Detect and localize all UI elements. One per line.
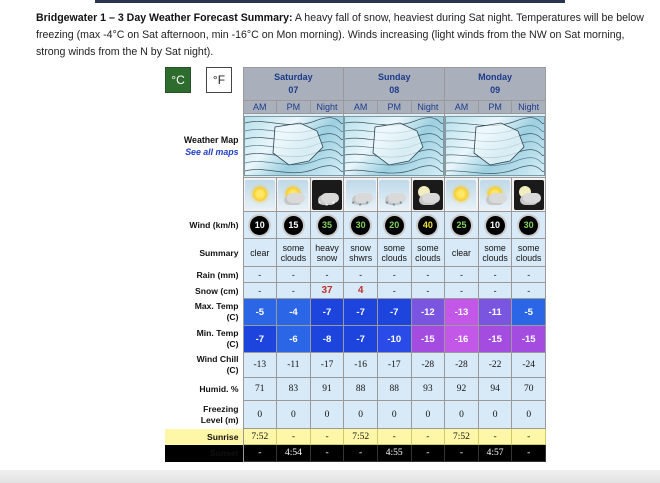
snow-cell — [377, 283, 411, 299]
rain-cell — [512, 267, 546, 283]
wind-chill-cell — [445, 353, 479, 378]
humidity-cell — [445, 378, 479, 401]
min-temp-cell — [512, 326, 546, 353]
sunset-cell — [512, 445, 546, 462]
snow-label: Snow (cm) — [165, 283, 243, 299]
min-temp-cell-value: -8 — [322, 333, 332, 345]
wind-speed-cell — [344, 212, 378, 239]
weather-map-saturday[interactable] — [243, 114, 344, 178]
snow-cell — [344, 283, 378, 299]
freezing-level-cell — [277, 401, 311, 429]
weather-icon-cell — [478, 178, 512, 212]
min-temp-label-b: (C) — [226, 339, 239, 349]
max-temp-cell — [512, 299, 546, 326]
period-label: PM — [377, 101, 411, 114]
snow-cell — [411, 283, 445, 299]
summary-line-1: some — [282, 242, 305, 253]
sunset-cell — [478, 445, 512, 462]
day-date: 08 — [389, 85, 400, 95]
humidity-cell — [344, 378, 378, 401]
day-name: Sunday — [377, 72, 411, 82]
sunrise-cell-value: - — [291, 431, 295, 442]
sunset-cell — [277, 445, 311, 462]
sunset-cell-value: - — [359, 448, 363, 458]
summary-line-1: heavy — [315, 242, 339, 253]
wind-speed-cell — [445, 212, 479, 239]
freezing-level-cell-value: 0 — [291, 409, 296, 420]
min-temp-cell — [445, 326, 479, 353]
sunset-cell — [310, 445, 344, 462]
period-label: AM — [243, 101, 277, 114]
max-temp-cell-value: -7 — [356, 306, 365, 318]
period-label: PM — [478, 101, 512, 114]
sunrise-cell — [243, 429, 277, 445]
sunset-cell — [411, 445, 445, 462]
period-label: AM — [445, 101, 479, 114]
sunrise-cell — [445, 429, 479, 445]
wind-direction-icon: 15 — [284, 216, 303, 235]
sunrise-cell-value: - — [426, 431, 430, 442]
weather-icon-cell — [243, 178, 277, 212]
summary-cell — [512, 239, 546, 267]
wind-direction-icon: 10 — [250, 216, 269, 235]
wind-chill-cell-value: -17 — [387, 360, 401, 370]
humidity-cell — [310, 378, 344, 401]
freezing-level-cell-value: 0 — [358, 409, 363, 420]
day-name: Saturday — [274, 72, 313, 82]
summary-cell — [310, 239, 344, 267]
sunrise-cell-value: - — [392, 431, 396, 442]
summary-cell — [411, 239, 445, 267]
min-temp-cell — [411, 326, 445, 353]
summary-line-2: clouds — [381, 252, 407, 263]
rain-cell — [344, 267, 378, 283]
humidity-cell-value: 92 — [456, 384, 467, 394]
min-temp-cell-value: -15 — [488, 333, 502, 345]
rain-cell-value: - — [258, 269, 262, 280]
weather-map-label-cell — [165, 114, 243, 178]
freezing-level-cell-value: 0 — [324, 409, 330, 420]
moon-cloud-icon — [514, 180, 544, 210]
min-temp-cell-value: -7 — [356, 333, 365, 345]
summary-title: Bridgewater 1 – 3 Day Weather Forecast Summary: — [36, 12, 293, 24]
wind-chill-cell — [377, 353, 411, 378]
rain-cell — [478, 267, 512, 283]
summary-cell — [277, 239, 311, 267]
period-label: Night — [512, 101, 546, 114]
snow-cell-value: 37 — [321, 285, 333, 296]
snow-cell-value: - — [426, 285, 430, 296]
max-temp-cell-value: -4 — [289, 306, 298, 318]
max-temp-label — [165, 299, 243, 326]
weather-icon-cell — [277, 178, 311, 212]
weather-icon-cell — [310, 178, 344, 212]
day-header-monday — [445, 68, 546, 101]
snow-cell-value: - — [291, 285, 295, 296]
sunset-cell-value: - — [325, 448, 329, 458]
summary-label: Summary — [165, 239, 243, 267]
snow-cell — [445, 283, 479, 299]
freezing-label-a: Freezing — [203, 403, 239, 414]
sunset-cell-value: 4:57 — [486, 448, 504, 458]
day-date: 09 — [490, 85, 501, 95]
max-temp-label-b: (C) — [226, 312, 239, 322]
max-temp-cell-value: -11 — [488, 306, 502, 318]
rain-cell — [310, 267, 344, 283]
humidity-cell — [478, 378, 512, 401]
sunset-cell-value: - — [459, 448, 464, 458]
max-temp-cell — [445, 299, 479, 326]
freezing-level-cell — [310, 401, 344, 429]
sunset-cell-value: - — [258, 448, 262, 458]
day-header-saturday — [243, 68, 344, 101]
day-date: 07 — [288, 85, 299, 95]
max-temp-cell-value: -5 — [255, 306, 265, 318]
sunset-cell-value: - — [426, 448, 430, 458]
freezing-level-cell — [478, 401, 512, 429]
summary-line-2: snow — [316, 252, 338, 263]
weather-map-label: Weather Map — [183, 134, 239, 145]
heavy-snow-night-icon: * * * — [312, 180, 342, 210]
wind-chill-cell — [512, 353, 546, 378]
max-temp-cell — [277, 299, 311, 326]
sunset-cell — [445, 445, 479, 462]
period-label: Night — [411, 101, 445, 114]
snow-cell-value: - — [527, 285, 531, 296]
top-bar — [95, 0, 565, 3]
moon-cloud-icon — [413, 180, 443, 210]
summary-line-2: shwrs — [349, 252, 373, 263]
day-name: Monday — [478, 72, 513, 82]
max-temp-cell-value: -5 — [524, 306, 533, 318]
bottom-scroll-area — [0, 470, 660, 483]
weather-map-monday[interactable] — [445, 114, 546, 178]
sunrise-cell-value: 7:52 — [352, 431, 370, 442]
weather-icon-cell — [512, 178, 546, 212]
summary-line-2: clouds — [515, 252, 542, 263]
summary-line-1: clear — [250, 247, 270, 258]
wind-direction-icon: 20 — [385, 216, 404, 235]
freezing-level-cell — [344, 401, 378, 429]
summary-line-1: some — [417, 242, 439, 253]
partly-cloudy-icon — [278, 180, 308, 210]
freezing-level-cell-value: 0 — [391, 409, 397, 420]
summary-line-2: clouds — [482, 252, 508, 263]
snow-showers-icon: * * * — [346, 180, 376, 210]
rain-cell — [277, 267, 311, 283]
freezing-level-cell — [445, 401, 479, 429]
period-spacer — [165, 101, 243, 114]
summary-cell — [445, 239, 479, 267]
period-label: AM — [344, 101, 378, 114]
rain-cell-value: - — [493, 269, 497, 280]
humidity-cell — [277, 378, 311, 401]
celsius-button[interactable]: °C — [165, 67, 191, 93]
weather-icon-cell — [344, 178, 378, 212]
snow-cell-value: - — [493, 285, 497, 296]
summary-line-1: snow — [350, 242, 371, 253]
rain-cell-value: - — [359, 269, 363, 280]
summary-cell — [243, 239, 277, 267]
wind-chill-cell — [344, 353, 378, 378]
sunrise-cell-value: - — [527, 431, 531, 442]
sunset-cell-value: - — [527, 448, 531, 458]
weather-icon-cell — [411, 178, 445, 212]
wind-chill-cell-value: -28 — [455, 360, 468, 370]
rain-cell-value: - — [392, 269, 396, 280]
max-temp-cell-value: -12 — [420, 306, 435, 318]
freezing-level-cell — [377, 401, 411, 429]
summary-line-1: some — [383, 242, 405, 253]
wind-chill-cell — [478, 353, 512, 378]
sun-icon — [245, 180, 275, 210]
sunrise-cell — [310, 429, 344, 445]
sunrise-cell — [377, 429, 411, 445]
snow-cell-value: - — [459, 285, 463, 296]
min-temp-cell-value: -16 — [454, 333, 469, 345]
cloudy-snow-icon: * * * — [379, 180, 409, 210]
wind-chill-cell-value: -11 — [287, 360, 300, 370]
period-label: PM — [277, 101, 311, 114]
sunrise-cell — [478, 429, 512, 445]
sunrise-cell-value: - — [325, 431, 329, 442]
map-image — [244, 116, 344, 176]
humidity-cell — [377, 378, 411, 401]
min-temp-cell-value: -7 — [255, 333, 265, 345]
humidity-cell-value: 70 — [523, 384, 534, 394]
header-spacer — [165, 68, 243, 101]
humidity-cell-value: 93 — [423, 384, 433, 394]
summary-text: A heavy fall of snow, heaviest during Sat night. Temperatures will be below freezing (max -4°C on Sat afternoon, min -16°C on Mon morning). Winds increasing (light winds from the NW on Sat morning, strong winds from the N by Sat night). — [36, 12, 644, 58]
sunrise-cell — [411, 429, 445, 445]
summary-line-2: clouds — [415, 252, 441, 263]
freezing-level-cell — [411, 401, 445, 429]
summary-cell — [377, 239, 411, 267]
wind-chill-label — [165, 353, 243, 378]
wind-chill-label-b: (C) — [226, 365, 239, 375]
min-temp-label — [165, 326, 243, 353]
sunrise-cell — [512, 429, 546, 445]
snow-cell — [277, 283, 311, 299]
wind-speed-cell — [512, 212, 546, 239]
humidity-cell-value: 94 — [490, 384, 500, 394]
wind-chill-cell — [277, 353, 311, 378]
rain-cell — [243, 267, 277, 283]
rain-cell — [411, 267, 445, 283]
humidity-cell-value: 91 — [322, 384, 332, 394]
wind-direction-icon: 25 — [452, 216, 471, 235]
wind-speed-cell — [243, 212, 277, 239]
forecast-summary — [36, 10, 646, 61]
summary-line-1: some — [517, 242, 540, 253]
sunrise-cell-value: - — [493, 431, 497, 442]
wind-speed-cell — [411, 212, 445, 239]
rain-cell-value: - — [459, 269, 463, 280]
humidity-cell-value: 88 — [389, 384, 399, 394]
snow-cell — [478, 283, 512, 299]
icon-spacer — [165, 178, 243, 212]
max-temp-cell-value: -13 — [454, 306, 469, 318]
rain-cell-value: - — [325, 269, 329, 280]
max-temp-label-a: Max. Temp — [194, 301, 239, 311]
sunrise-cell — [277, 429, 311, 445]
sunset-cell-value: 4:54 — [284, 448, 302, 458]
freezing-level-cell — [243, 401, 277, 429]
wind-chill-cell-value: -17 — [320, 360, 334, 370]
max-temp-cell — [411, 299, 445, 326]
freezing-level-cell-value: 0 — [526, 409, 532, 420]
wind-speed-cell — [478, 212, 512, 239]
summary-line-1: clear — [451, 247, 471, 258]
wind-chill-cell — [310, 353, 344, 378]
snow-cell — [243, 283, 277, 299]
wind-chill-cell-value: -13 — [253, 360, 267, 370]
day-header-sunday — [344, 68, 445, 101]
max-temp-cell — [344, 299, 378, 326]
humidity-cell-value: 83 — [288, 384, 299, 394]
min-temp-cell — [478, 326, 512, 353]
wind-chill-cell — [243, 353, 277, 378]
see-all-maps-link[interactable]: See all maps — [185, 146, 239, 157]
sunrise-cell-value: 7:52 — [251, 431, 269, 442]
summary-cell — [478, 239, 512, 267]
rain-cell — [377, 267, 411, 283]
rain-label: Rain (mm) — [165, 267, 243, 283]
humidity-cell — [243, 378, 277, 401]
wind-direction-icon: 30 — [519, 216, 538, 235]
wind-chill-cell-value: -16 — [354, 360, 367, 370]
partly-cloudy-icon — [480, 180, 510, 210]
freezing-level-cell-value: 0 — [459, 409, 464, 420]
wind-chill-cell-value: -24 — [522, 360, 536, 370]
min-temp-cell — [344, 326, 378, 353]
freezing-level-cell — [512, 401, 546, 429]
weather-icon-cell — [445, 178, 479, 212]
wind-speed-cell — [377, 212, 411, 239]
freezing-level-cell-value: 0 — [257, 409, 263, 420]
max-temp-cell-value: -7 — [390, 306, 399, 318]
freezing-level-cell-value: 0 — [492, 409, 498, 420]
sunset-cell — [377, 445, 411, 462]
min-temp-cell — [243, 326, 277, 353]
sunset-cell-value: 4:55 — [385, 448, 403, 458]
min-temp-cell — [277, 326, 311, 353]
sunrise-cell — [344, 429, 378, 445]
sunset-cell — [344, 445, 378, 462]
summary-line-1: some — [484, 242, 506, 253]
rain-cell-value: - — [527, 269, 531, 280]
wind-speed-cell — [310, 212, 344, 239]
sunrise-cell-value: 7:52 — [453, 431, 470, 442]
wind-direction-icon: 10 — [486, 216, 505, 235]
humidity-cell-value: 88 — [355, 384, 366, 394]
humidity-label: Humid. % — [165, 378, 243, 401]
max-temp-cell — [310, 299, 344, 326]
weather-icon-cell — [377, 178, 411, 212]
min-temp-cell-value: -15 — [420, 333, 435, 345]
rain-cell-value: - — [291, 269, 295, 280]
snow-cell-value: - — [392, 285, 396, 296]
max-temp-cell — [377, 299, 411, 326]
humidity-cell-value: 71 — [255, 384, 265, 394]
min-temp-label-a: Min. Temp — [196, 328, 239, 338]
forecast-table — [165, 67, 546, 462]
snow-cell — [512, 283, 546, 299]
freezing-level-label — [165, 401, 243, 429]
sunset-label: Sunset — [165, 445, 243, 462]
wind-chill-label-a: Wind Chill — [196, 354, 239, 364]
wind-chill-cell-value: -28 — [421, 360, 435, 370]
sunrise-label: Sunrise — [165, 429, 243, 445]
min-temp-cell — [377, 326, 411, 353]
freezing-level-cell-value: 0 — [425, 409, 431, 420]
weather-map-sunday[interactable] — [344, 114, 445, 178]
wind-direction-icon: 35 — [318, 216, 337, 235]
max-temp-cell — [478, 299, 512, 326]
wind-speed-cell — [277, 212, 311, 239]
max-temp-cell-value: -7 — [322, 306, 332, 318]
summary-cell — [344, 239, 378, 267]
freezing-label-b: Level (m) — [200, 414, 239, 425]
wind-direction-icon: 30 — [351, 216, 370, 235]
min-temp-cell-value: -10 — [387, 333, 402, 345]
wind-chill-cell — [411, 353, 445, 378]
snow-cell — [310, 283, 344, 299]
sun-icon — [446, 180, 476, 210]
min-temp-cell — [310, 326, 344, 353]
min-temp-cell-value: -15 — [521, 333, 536, 345]
sunset-cell — [243, 445, 277, 462]
wind-direction-icon: 40 — [418, 216, 437, 235]
humidity-cell — [512, 378, 546, 401]
summary-line-2: clouds — [280, 252, 307, 263]
min-temp-cell-value: -6 — [289, 333, 298, 345]
humidity-cell — [411, 378, 445, 401]
rain-cell — [445, 267, 479, 283]
wind-label: Wind (km/h) — [165, 212, 243, 239]
map-image — [344, 116, 444, 176]
wind-chill-cell-value: -22 — [488, 360, 502, 370]
map-image — [445, 116, 545, 176]
snow-cell-value: 4 — [357, 285, 364, 296]
fahrenheit-button[interactable]: °F — [206, 67, 232, 93]
max-temp-cell — [243, 299, 277, 326]
rain-cell-value: - — [426, 269, 430, 280]
snow-cell-value: - — [258, 285, 262, 296]
period-label: Night — [310, 101, 344, 114]
